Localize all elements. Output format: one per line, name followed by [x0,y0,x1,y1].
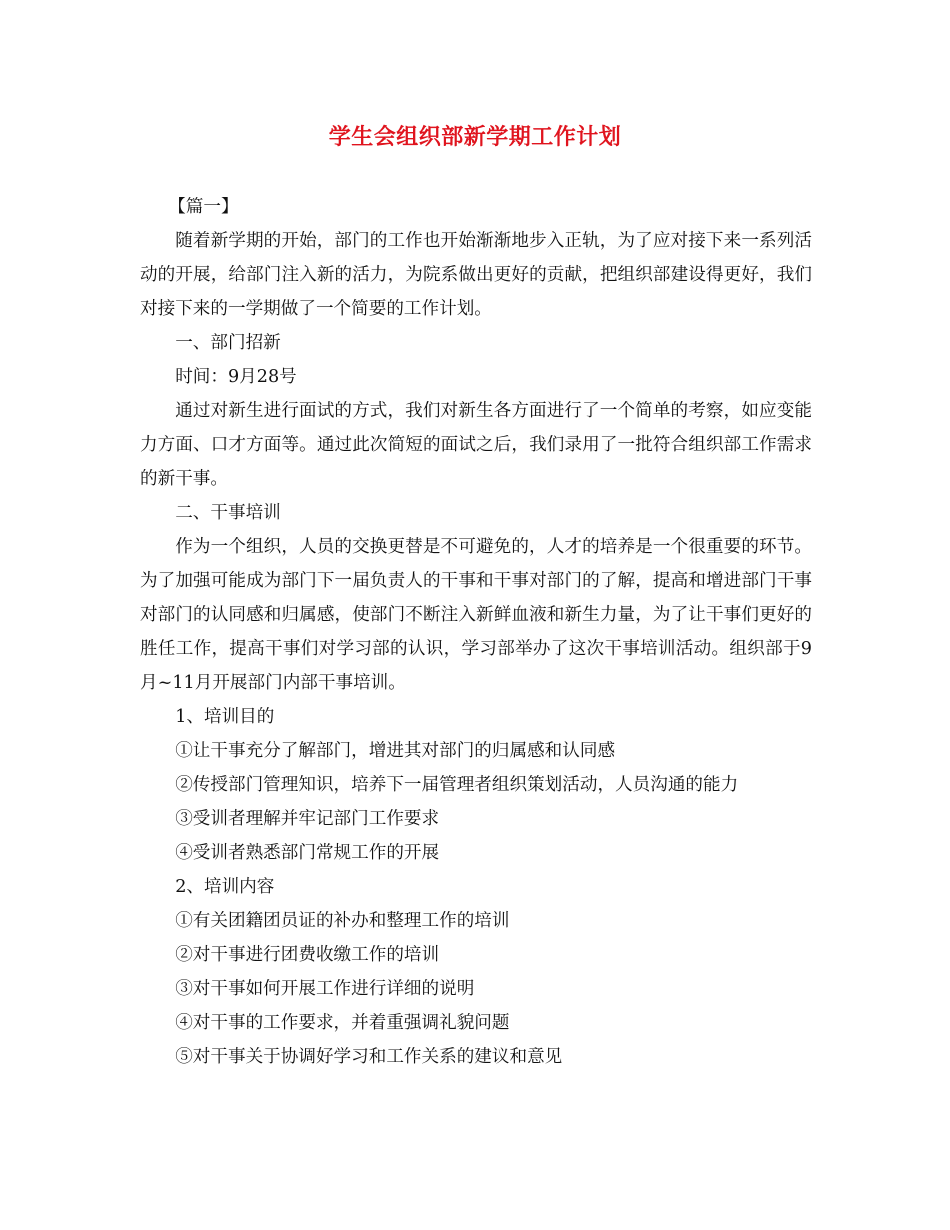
part1-heading: 一、部门招新 [175,333,281,353]
part2-body: 作为一个组织，人员的交换更替是不可避免的，人才的培养是一个很重要的环节。为了加强可能成为部门下一届负责人的干事和干事对部门的了解，提高和增进部门干事对部门的认同感和归属感，使部门不断注入新鲜血液和新生力量，为了让干事们更好的胜任工作，提高干事们对学习部的认识，学习部举办了这次干事培训活动。组织部于9月~11月开展部门内部干事培训。 [140,537,812,693]
part2-heading: 二、干事培训 [175,503,281,523]
goal-item: ④受训者熟悉部门常规工作的开展 [175,843,440,863]
section-label: 【篇一】 [168,197,239,217]
content-item: ②对干事进行团费收缴工作的培训 [175,945,440,965]
content-item: ④对干事的工作要求，并着重强调礼貌问题 [175,1013,510,1033]
goal-item: ③受训者理解并牢记部门工作要求 [175,809,440,829]
content-item: ③对干事如何开展工作进行详细的说明 [175,979,475,999]
intro-paragraph: 随着新学期的开始，部门的工作也开始渐渐地步入正轨，为了应对接下来一系列活动的开展，给部门注入新的活力，为院系做出更好的贡献，把组织部建设得更好，我们对接下来的一学期做了一个简要的工作计划。 [140,231,812,319]
goals-heading: 1、培训目的 [175,707,275,727]
goal-item: ②传授部门管理知识，培养下一届管理者组织策划活动，人员沟通的能力 [175,775,739,795]
content-item: ①有关团籍团员证的补办和整理工作的培训 [175,911,510,931]
goal-item: ①让干事充分了解部门，增进其对部门的归属感和认同感 [175,741,616,761]
part1-body: 通过对新生进行面试的方式，我们对新生各方面进行了一个简单的考察，如应变能力方面、口才方面等。通过此次简短的面试之后，我们录用了一批符合组织部工作需求的新干事。 [140,401,812,489]
part1-time: 时间：9月28号 [175,367,297,387]
content-heading: 2、培训内容 [175,877,275,897]
content-item: ⑤对干事关于协调好学习和工作关系的建议和意见 [175,1047,563,1067]
document-body [140,190,812,1074]
document-title: 学生会组织部新学期工作计划 [328,124,622,150]
